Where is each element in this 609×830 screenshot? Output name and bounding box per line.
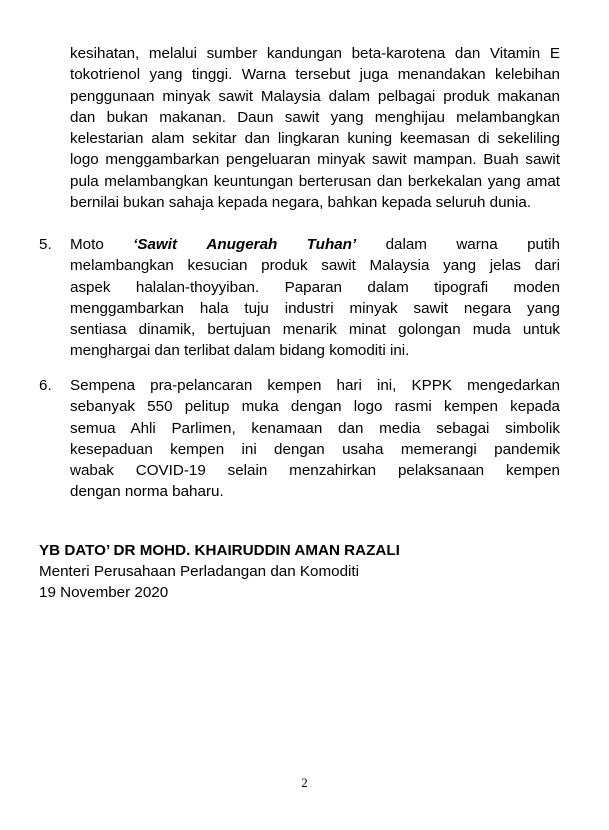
signatory-name: YB DATO’ DR MOHD. KHAIRUDDIN AMAN RAZALI	[39, 542, 400, 559]
moto-word: putih	[527, 236, 560, 253]
text-line: Sempena pra-pelancaran kempen hari ini, KPPK mengedarkan	[70, 377, 560, 394]
signature-block	[39, 540, 579, 603]
text-line: wabak COVID-19 selain menzahirkan pelaksanaan kempen	[70, 462, 560, 480]
text-line: kesepaduan kempen ini dengan usaha memerangi pandemik	[70, 440, 560, 458]
text-line: dengan norma baharu.	[70, 483, 224, 501]
text-line: dan bukan makanan. Daun sawit yang menghijau melambangkan	[70, 108, 560, 126]
text-line: penggunaan minyak sawit Malaysia dalam pelbagai produk makanan	[70, 87, 560, 105]
text-line: kesihatan, melalui sumber kandungan beta-karotena dan Vitamin E	[70, 45, 560, 62]
text-line: sentiasa dinamik, bertujuan menarik minat golongan muda untuk	[70, 321, 560, 339]
text-line: kelestarian alam sekitar dan lingkaran kuning keemasan di sekeliling	[70, 130, 560, 148]
item-number: 5.	[39, 236, 52, 253]
moto-line	[70, 234, 560, 255]
item-number: 6.	[39, 377, 52, 394]
moto-title-word: ‘Sawit	[133, 236, 178, 253]
continuation-paragraph	[70, 43, 560, 213]
moto-word: dalam	[385, 236, 427, 253]
text-line: menghargai dan terlibat dalam bidang komoditi ini.	[70, 342, 410, 360]
paragraph-item-6	[39, 375, 560, 503]
item-body	[70, 375, 560, 503]
text-line: pula melambangkan keuntungan berterusan dan berkekalan yang amat	[70, 172, 560, 190]
moto-title-word: Tuhan’	[306, 236, 357, 253]
text-line: aspek halalan-thoyyiban. Paparan dalam tipografi moden	[70, 278, 560, 296]
moto-title-word: Anugerah	[206, 236, 278, 253]
text-line: semua Ahli Parlimen, kenamaan dan media sebagai simbolik	[70, 419, 560, 437]
moto-word: warna	[456, 236, 498, 253]
signatory-title: Menteri Perusahaan Perladangan dan Komoditi	[39, 563, 359, 580]
signature-date: 19 November 2020	[39, 584, 169, 601]
text-line: menggambarkan hala tuju industri minyak sawit negara yang	[70, 299, 560, 317]
text-line: tokotrienol yang tinggi. Warna tersebut juga menandakan kelebihan	[70, 66, 560, 84]
page-number: 2	[301, 775, 308, 790]
text-line: melambangkan kesucian produk sawit Malaysia yang jelas dari	[70, 257, 560, 275]
paragraph-item-5	[39, 234, 560, 362]
moto-word: Moto	[70, 236, 104, 253]
text-line: logo menggambarkan pengeluaran minyak sawit mampan. Buah sawit	[70, 151, 560, 169]
item-body	[70, 234, 560, 362]
text-line: bernilai bukan sahaja kepada negara, bahkan kepada seluruh dunia.	[70, 194, 532, 212]
text-line: sebanyak 550 pelitup muka dengan logo rasmi kempen kepada	[70, 398, 560, 416]
